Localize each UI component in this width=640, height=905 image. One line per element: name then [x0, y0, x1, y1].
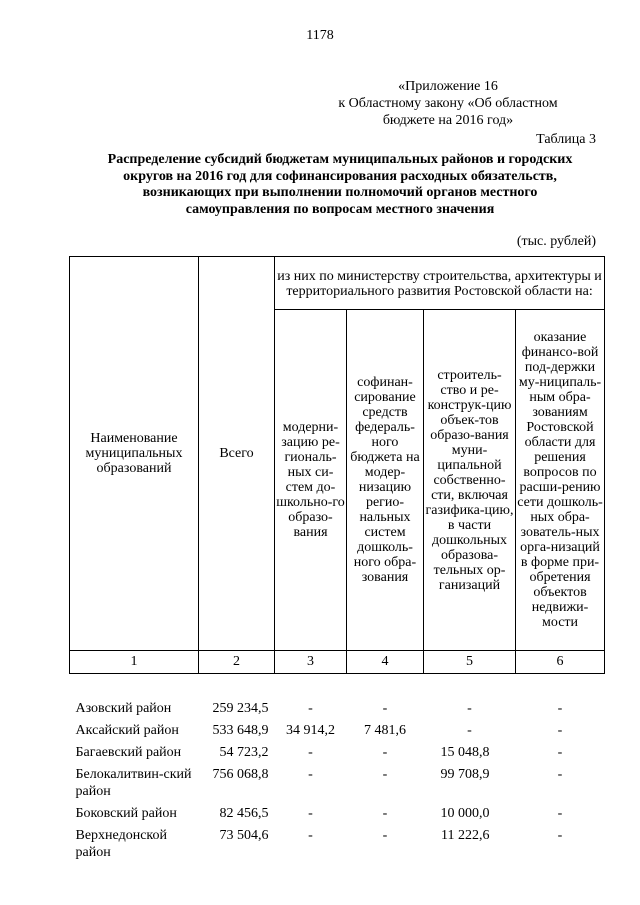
units-label: (тыс. рублей) — [516, 234, 596, 249]
header-ministry-group: из них по министерству строительства, архитектуры и территориального развития Ростовской области на: — [275, 257, 605, 310]
row-col-3: - — [308, 745, 313, 760]
header-total: Всего — [199, 257, 275, 651]
table-row — [70, 803, 605, 825]
table-number: Таблица 3 — [536, 132, 596, 147]
header-col-6: оказание финансо-вой под-держки му-ниципаль-ным обра-зованиям Ростовской области для решения вопросов по расши-рению сети дошколь-ных обра-зователь-ных орга-низаций в форме при-обретения объектов недвижи-мости — [516, 310, 605, 651]
row-total: 259 234,5 — [212, 701, 269, 716]
row-col-4: - — [382, 767, 388, 782]
row-total: 73 504,6 — [219, 828, 269, 843]
row-col-4: - — [382, 745, 388, 760]
appendix-line-3: бюджете на 2016 год» — [382, 113, 514, 128]
row-col-6: - — [557, 767, 563, 782]
column-numbers-row — [70, 651, 605, 674]
row-total: 82 456,5 — [219, 806, 269, 821]
row-col-5: - — [467, 701, 472, 716]
row-total: 756 068,8 — [212, 767, 269, 782]
table-row — [70, 764, 605, 803]
table-row — [70, 674, 605, 721]
row-col-3: - — [308, 828, 313, 843]
row-col-5: 11 222,6 — [441, 828, 490, 843]
title-line-2: округов на 2016 год для софинансирования расходных обязательств, — [123, 168, 557, 184]
column-number: 5 — [424, 651, 516, 674]
row-col-4: - — [382, 701, 388, 716]
column-number: 3 — [275, 651, 347, 674]
column-number: 2 — [199, 651, 275, 674]
row-total: 54 723,2 — [219, 745, 269, 760]
row-col-3: - — [308, 767, 313, 782]
row-name: Аксайский район — [75, 723, 179, 738]
column-number: 1 — [70, 651, 199, 674]
row-name: Боковский район — [75, 806, 177, 821]
row-col-3: - — [308, 701, 313, 716]
title-line-4: самоуправления по вопросам местного значения — [185, 201, 495, 217]
appendix-line-1: «Приложение 16 — [398, 79, 498, 94]
row-name: Азовский район — [75, 701, 172, 716]
row-name: Верхнедонской район — [75, 828, 167, 860]
table-row — [70, 825, 605, 864]
title-line-1: Распределение субсидий бюджетам муниципальных районов и городских — [107, 152, 573, 167]
row-col-6: - — [557, 806, 563, 821]
row-col-3: 34 914,2 — [286, 723, 335, 738]
table-row — [70, 742, 605, 764]
row-col-5: 99 708,9 — [440, 767, 490, 782]
row-col-5: 10 000,0 — [440, 806, 490, 821]
row-col-4: - — [382, 806, 388, 821]
row-name: Багаевский район — [75, 745, 182, 760]
column-number: 4 — [347, 651, 424, 674]
table-row — [70, 720, 605, 742]
row-col-6: - — [557, 745, 563, 760]
row-col-5: 15 048,8 — [440, 745, 490, 760]
header-col-3: модерни-зацию ре-гиональ-ных си-стем до-школьно-го образо-вания — [275, 310, 347, 651]
page-number: 1178 — [306, 28, 334, 43]
subsidy-table — [69, 256, 605, 864]
title-line-3: возникающих при выполнении полномочий органов местного — [142, 185, 538, 200]
row-col-4: - — [382, 828, 388, 843]
row-name: Белокалитвин-ский район — [75, 767, 192, 799]
header-col-4: софинан-сирование средств федераль-ного бюджета на модер-низацию регио-нальных систем дошколь-ного обра-зования — [347, 310, 424, 651]
document-title — [60, 152, 620, 218]
header-col-5: строитель-ство и ре-конструк-цию объек-тов образо-вания муни-ципальной собственно-сти, включая газифика-цию, в части дошкольных образова-тельных ор-ганизаций — [424, 310, 516, 651]
column-number: 6 — [516, 651, 605, 674]
appendix-line-2: к Областному закону «Об областном — [338, 96, 558, 111]
header-name: Наименование муниципальных образований — [70, 257, 199, 651]
row-col-4: 7 481,6 — [364, 723, 406, 738]
row-col-6: - — [557, 723, 563, 738]
row-col-3: - — [308, 806, 313, 821]
appendix-reference — [300, 78, 596, 129]
row-col-6: - — [557, 701, 563, 716]
row-total: 533 648,9 — [212, 723, 269, 738]
row-col-6: - — [557, 828, 563, 843]
row-col-5: - — [467, 723, 472, 738]
